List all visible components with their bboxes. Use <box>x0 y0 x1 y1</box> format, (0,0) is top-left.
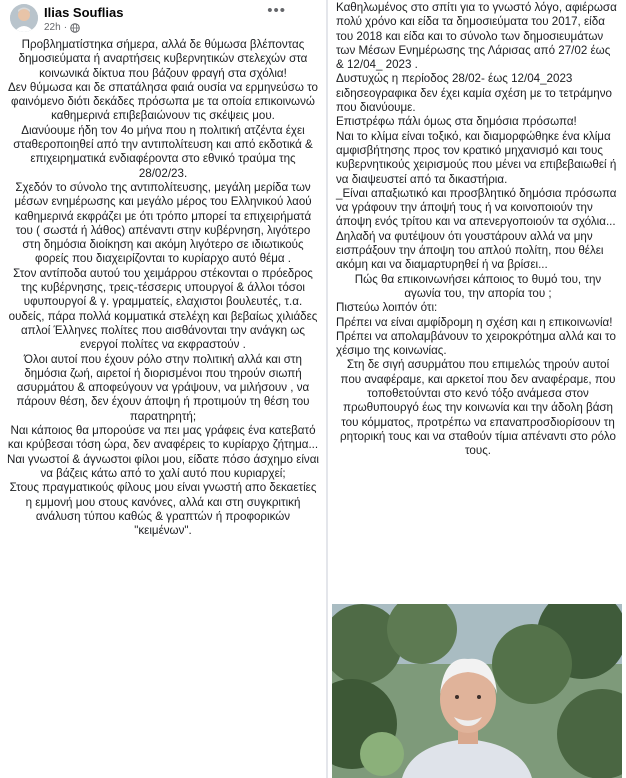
post-paragraph: Όλοι αυτοί που έχουν ρόλο στην πολιτική αλλά και στη δημόσια ζωή, αιρετοί ή διορισμένοι που τηρούν σιωπή ασυρμάτου & αποφεύγουν να γράψουν, να μιλήσουν , να πάρουν θέση, δεν έχουν άποψη ή προτιμούν τη θέση του παρατηρητή; <box>16 352 310 423</box>
post-text-right <box>328 0 626 459</box>
post-paragraph: Επιστρέφω πάλι όμως στα δημόσια πρόσωπα! <box>336 115 577 129</box>
author-avatar[interactable] <box>10 4 38 32</box>
post-paragraph: Πώς θα επικοινωνήσει κάποιος το θυμό του, την αγωνία του, την απορία του ; <box>354 272 602 300</box>
post-right-column <box>328 0 626 778</box>
post-paragraph: Δηλαδή να φυτέψουν ότι γουστάρουν αλλά να μην εισπράξουν την άποψη του απλού πολίτη, που θέλει ακόμη και να διαμαρτυρηθεί ή να βρίσει... <box>336 229 604 272</box>
post-text-left <box>0 38 326 538</box>
post-photo[interactable] <box>332 604 622 778</box>
post-header <box>0 0 326 38</box>
post-paragraph: Ναι κάποιος θα μπορούσε να πει μας γράφεις ένα κατεβατό και κρύβεσαι τόση ώρα, δεν αναφέρεις το κυρίαρχο ζήτημα... <box>7 424 319 452</box>
post-paragraph: Πρέπει να είναι αμφίδρομη η σχέση και η επικοινωνία! <box>336 315 613 329</box>
post-paragraph: Δεν θύμωσα και δε σπατάλησα φαιά ουσία να ερμηνεύσω το φαινόμενο διότι δεκάδες πρόσωπα με τα οποία επικοινωνώ καθημερινά επιβεβαιώνουν τις σκέψεις μου. <box>7 80 319 123</box>
globe-icon <box>70 23 80 33</box>
post-paragraph: Ναι γνωστοί & άγνωστοι φίλοι μου, είδατε πόσο άσχημο είναι να βάζεις κάτω από το χαλί αυτό που κυριαρχεί; <box>6 452 320 480</box>
post-paragraph: Ναι το κλίμα είναι τοξικό, και διαμορφώθηκε ένα κλίμα αμφισβήτησης προς τον κρατικό μηχανισμό και τους κυβερνητικούς χειρισμούς που μένει να επιβεβαιωθεί ή να διαψευστεί από τα δικαστήρια. <box>336 129 617 186</box>
ellipsis-icon[interactable]: ••• <box>267 2 286 19</box>
post-meta <box>44 22 80 33</box>
author-name[interactable]: Ilias Souflias <box>44 5 124 20</box>
post-paragraph: Σχεδόν το σύνολο της αντιπολίτευσης, μεγάλη μερίδα των μέσων ενημέρωσης και μεγάλο μέρος του Ελληνικού λαού καθημερινά εκφράζει με ότι τρόπο μπορεί τα επιχειρήματά του ( σωστά ή λάθος) απέναντι στην κυβέρνηση, λιγότερο στη δημόσια διοίκηση και ακόμη λιγότερο σε ιδιωτικούς φορείς που διαχειρίζονται το κυρίαρχο αυτό θέμα . <box>14 180 312 266</box>
post-paragraph: Καθηλωμένος στο σπίτι για το γνωστό λόγο, αφιέρωσα πολύ χρόνο και είδα τα δημοσιεύματα του 2017, είδα του 2018 και είδα και το σύνολο των δημοσιευμάτων των Μέσων Ενημέρωσης της Λάρισας από 27/02 έως & 12/04_ 2023 . <box>336 1 617 72</box>
post-paragraph: Στη δε σιγή ασυρμάτου που επιμελώς τηρούν αυτοί που αναφέραμε, και αρκετοί που δεν αναφέραμε, που τοποθετούνται στο κενό τόξο ανάμεσα στον πρωθυπουργό έως την κοινωνία και την άδολη βάση του κόμματος, προτρέπω να επαναπροσδιορίσουν τη ρητορική τους και να σταθούν τίμια απέναντι στο ρόλο τους. <box>340 358 616 458</box>
post-paragraph: Προβληματίστηκα σήμερα, αλλά δε θύμωσα βλέποντας δημοσιεύματα ή αναρτήσεις κυβερνητικών στελεχών στα κοινωνικά δίκτυα που βάζουν φραγή στα σχόλια! <box>18 38 308 80</box>
post-paragraph: Πρέπει να απολαμβάνουν το χειροκρότημα αλλά και το χέσιμο της κοινωνίας. <box>336 329 616 358</box>
post-paragraph: Πιστεύω λοιπόν ότι: <box>336 301 438 315</box>
post-time[interactable]: 22h <box>44 22 61 33</box>
post-paragraph: Διανύουμε ήδη τον 4ο μήνα που η πολιτική ατζέντα έχει σταθεροποιηθεί από την αντιπολίτευση και από εκδοτικά & επιχειρηματικά ενδιαφέροντα στο εθνικό τραύμα της 28/02/23. <box>13 123 313 180</box>
post-paragraph: _Είναι απαξιωτικό και προσβλητικό δημόσια πρόσωπα να γράφουν την άποψή τους ή να κοινοποιούν την άποψη ενός τρίτου και να απενεργοποιούν τα σχόλια... <box>336 186 617 229</box>
post-paragraph: Στον αντίποδα αυτού του χειμάρρου στέκονται ο πρόεδρος της κυβέρνησης, τρεις-τέσσερις υπουργοί & άλλοι τόσοι υφυπουργοί & γ. γραμματείς, ελαχιστοι βουλευτές, τ.α. ουδείς, πάρα πολλά κομματικά στελέχη και βεβαίως χιλιάδες απλοί Έλληνες πολίτες που αισθάνονται την ανάγκη ως ενεργοί πολίτες να εκφραστούν . <box>8 266 318 352</box>
post-paragraph: Δυστυχώς η περίοδος 28/02- έως 12/04_2023 ειδησεογραφικα δεν έχει καμία σχέση με το τετράμηνο που διανύουμε. <box>336 72 612 115</box>
meta-separator: · <box>63 22 68 33</box>
post-paragraph: Στους πραγματικούς φίλους μου είναι γνωστή απο δεκαετίες η εμμονή μου στους κανόνες, αλλά και στη συγκριτική ανάλυση τύπου καθώς & γραπτών ή προφορικών "κειμένων". <box>9 481 317 538</box>
